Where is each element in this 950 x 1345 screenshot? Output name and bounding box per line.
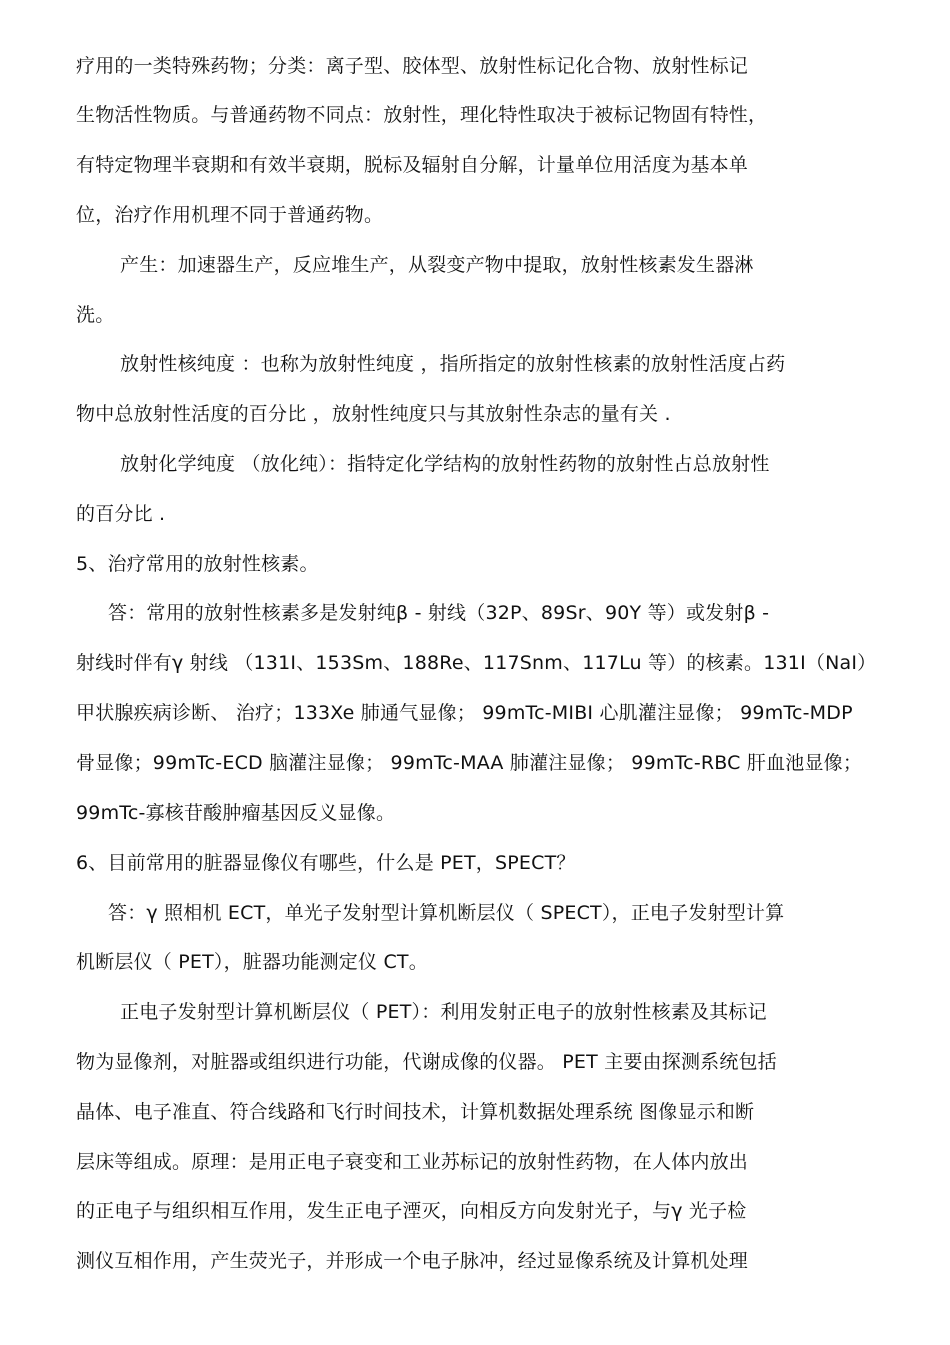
text-line: 物为显像剂，对脏器或组织进行功能，代谢成像的仪器。 PET 主要由探测系统包括 [76,1051,777,1073]
text-line: 洗。 [76,304,115,326]
text-line: 的正电子与组织相互作用，发生正电子湮灭，向相反方向发射光子，与γ 光子检 [76,1200,747,1222]
text-line: 甲状腺疾病诊断、 治疗；133Xe 肺通气显像； 99mTc-MIBI 心肌灌注显像； 99mTc-MDP [76,702,853,724]
text-line: 测仪互相作用，产生荧光子，并形成一个电子脉冲，经过显像系统及计算机处理 [76,1250,749,1272]
text-line: 晶体、电子准直、符合线路和飞行时间技术，计算机数据处理系统 图像显示和断 [76,1101,755,1123]
text-line: 射线时伴有γ 射线 （131I、153Sm、188Re、117Snm、117Lu 等）的核素。131I（NaI） [76,652,877,674]
text-line: 物中总放射性活度的百分比 ，放射性纯度只与其放射性杂志的量有关 . [76,403,671,425]
text-line: 骨显像；99mTc-ECD 脑灌注显像； 99mTc-MAA 肺灌注显像； 99mTc-RBC 肝血池显像； [76,752,863,774]
text-line: 的百分比 . [76,503,166,525]
section-heading: 6、目前常用的脏器显像仪有哪些，什么是 PET，SPECT？ [76,852,576,874]
text-line: 答：常用的放射性核素多是发射纯β - 射线（32P、89Sr、90Y 等）或发射β - [108,602,770,624]
text-line: 放射性核纯度 ：也称为放射性纯度 ，指所指定的放射性核素的放射性活度占药 [120,353,786,375]
text-line: 机断层仪（ PET），脏器功能测定仪 CT。 [76,951,428,973]
text-line: 有特定物理半衰期和有效半衰期，脱标及辐射自分解，计量单位用活度为基本单 [76,154,749,176]
text-line: 99mTc-寡核苷酸肿瘤基因反义显像。 [76,802,396,824]
text-line: 生物活性物质。与普通药物不同点：放射性，理化特性取决于被标记物固有特性， [76,104,768,126]
text-line: 疗用的一类特殊药物；分类：离子型、胶体型、放射性标记化合物、放射性标记 [76,55,749,77]
text-line: 产生：加速器生产，反应堆生产，从裂变产物中提取，放射性核素发生器淋 [120,254,754,276]
text-line: 放射化学纯度 （放化纯）：指特定化学结构的放射性药物的放射性占总放射性 [120,453,770,475]
section-heading: 5、治疗常用的放射性核素。 [76,553,319,575]
text-line: 正电子发射型计算机断层仪（ PET）：利用发射正电子的放射性核素及其标记 [120,1001,767,1023]
text-line: 答：γ 照相机 ECT，单光子发射型计算机断层仪（ SPECT），正电子发射型计算 [108,902,785,924]
text-line: 层床等组成。原理：是用正电子衰变和工业苏标记的放射性药物，在人体内放出 [76,1151,749,1173]
text-line: 位，治疗作用机理不同于普通药物。 [76,204,384,226]
